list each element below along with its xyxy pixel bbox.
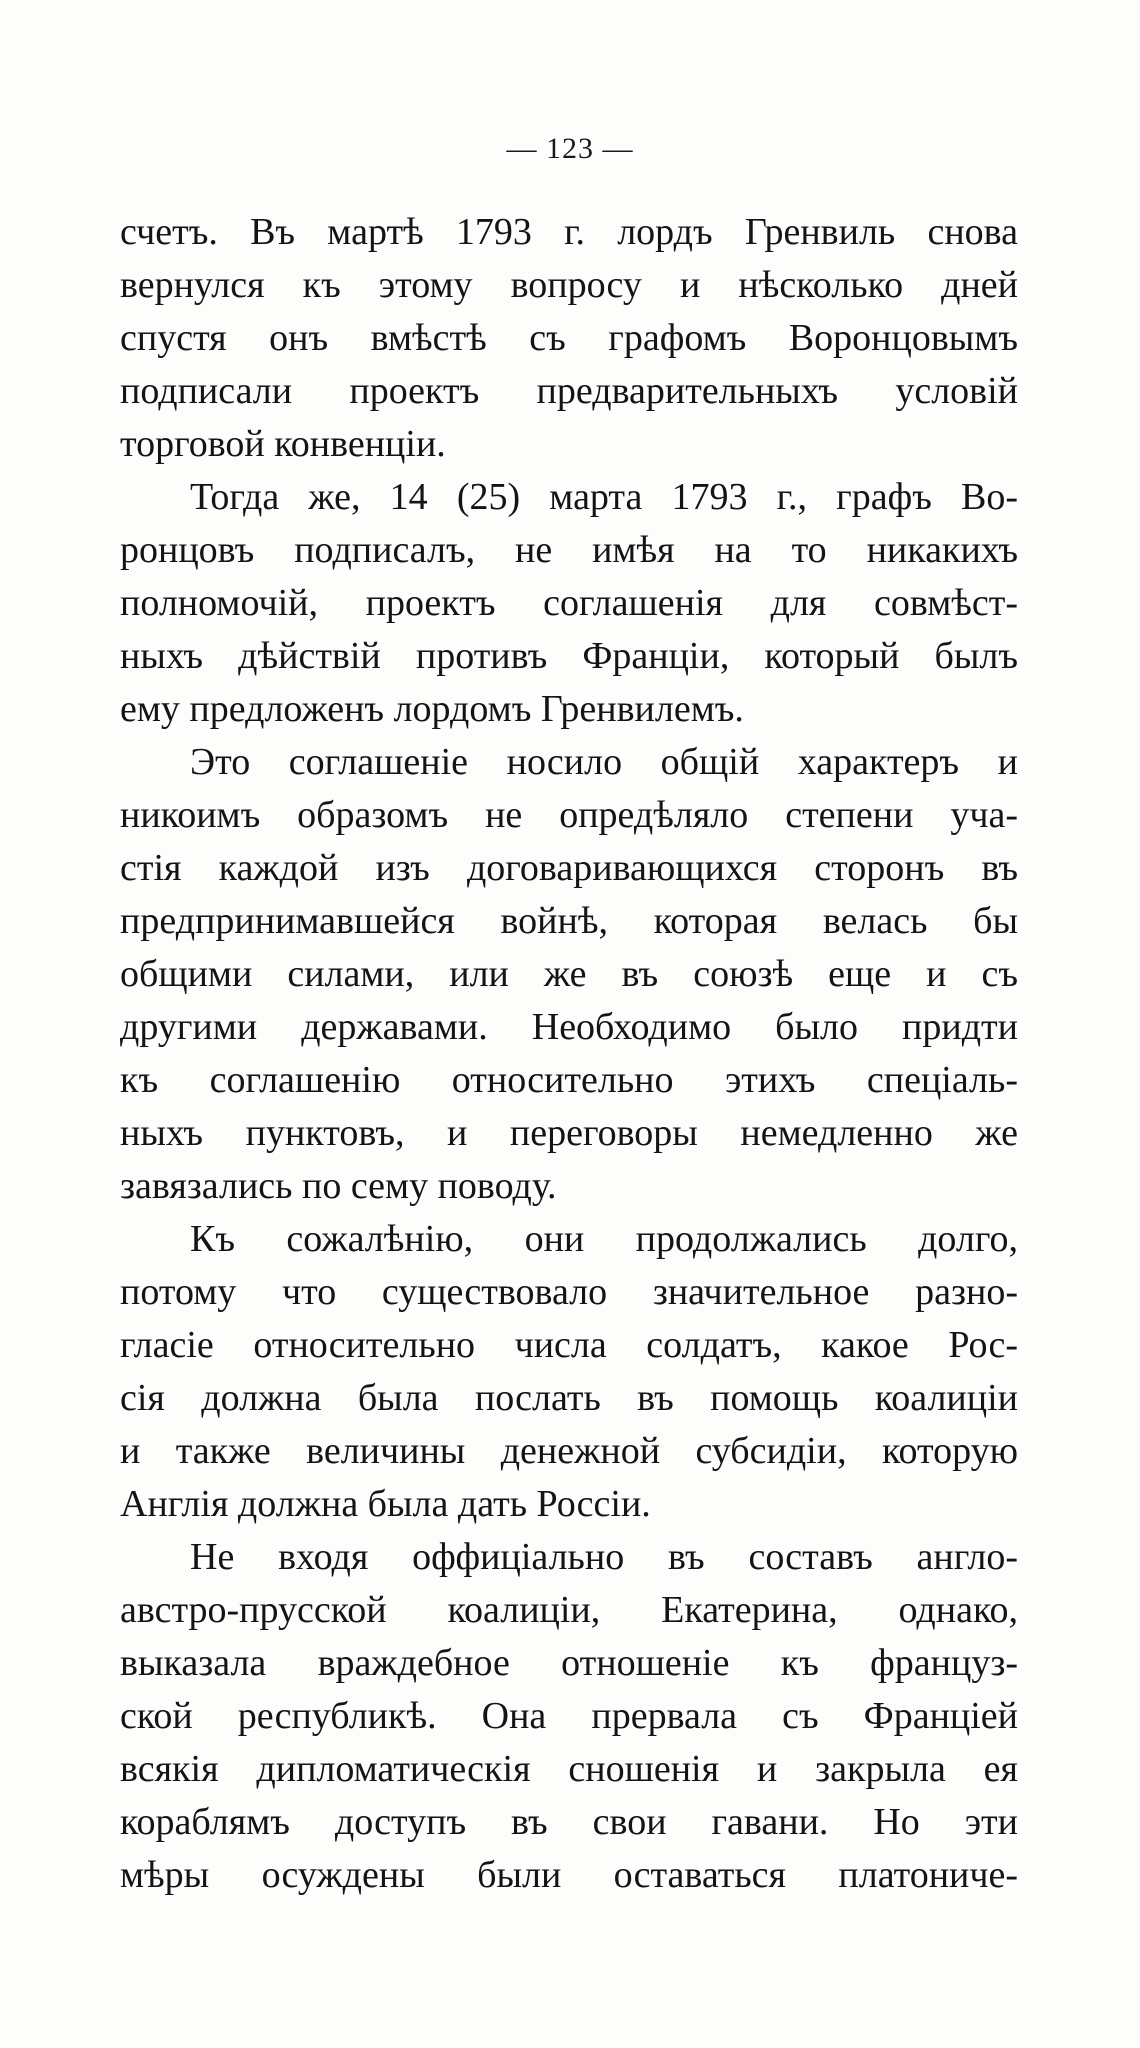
text-line: сія должна была послать въ помощь коалиціи (120, 1377, 1018, 1419)
text-line: Это соглашеніе носило общій характеръ и (190, 741, 1018, 783)
text-line: ему предложенъ лордомъ Гренвилемъ. (120, 688, 744, 730)
text-line: Къ сожалѣнію, они продолжались долго, (190, 1218, 1018, 1260)
text-line: завязались по сему поводу. (120, 1165, 557, 1207)
text-line: Не входя оффиціально въ составъ англо- (190, 1536, 1018, 1578)
text-line: торговой конвенціи. (120, 423, 446, 465)
text-line: вернулся къ этому вопросу и нѣсколько дней (120, 264, 1018, 306)
text-line: никоимъ образомъ не опредѣляло степени уча- (120, 794, 1018, 836)
paragraph-2 (120, 471, 1018, 736)
text-line: счетъ. Въ мартѣ 1793 г. лордъ Гренвиль снова (120, 211, 1018, 253)
text-line: другими державами. Необходимо было придти (120, 1006, 1018, 1048)
text-line: гласіе относительно числа солдатъ, какое Рос- (120, 1324, 1018, 1366)
text-line: ныхъ дѣйствій противъ Франціи, который былъ (120, 635, 1018, 677)
text-line: Англія должна была дать Россіи. (120, 1483, 651, 1525)
body-text (120, 206, 1018, 1902)
text-line: ныхъ пунктовъ, и переговоры немедленно же (120, 1112, 1018, 1154)
page-number: — 123 — (506, 132, 634, 165)
text-line: кораблямъ доступъ въ свои гавани. Но эти (120, 1801, 1018, 1843)
text-line: потому что существовало значительное разно- (120, 1271, 1018, 1313)
text-line: ской республикѣ. Она прервала съ Франціей (120, 1695, 1018, 1737)
text-line: подписали проектъ предварительныхъ условій (120, 370, 1018, 412)
text-line: къ соглашенію относительно этихъ спеціаль- (120, 1059, 1018, 1101)
text-line: общими силами, или же въ союзѣ еще и съ (120, 953, 1018, 995)
text-line: полномочій, проектъ соглашенія для совмѣст- (120, 582, 1018, 624)
paragraph-5 (120, 1531, 1018, 1902)
text-line: мѣры осуждены были оставаться платониче- (120, 1854, 1018, 1896)
text-line: предпринимавшейся войнѣ, которая велась бы (120, 900, 1018, 942)
text-line: выказала враждебное отношеніе къ француз- (120, 1642, 1018, 1684)
text-line: австро-прусской коалиціи, Екатерина, однако, (120, 1589, 1018, 1631)
text-line: стія каждой изъ договаривающихся сторонъ въ (120, 847, 1018, 889)
paragraph-4 (120, 1213, 1018, 1531)
paragraph-3 (120, 736, 1018, 1213)
text-line: ронцовъ подписалъ, не имѣя на то никакихъ (120, 529, 1018, 571)
text-line: всякія дипломатическія сношенія и закрыла ея (120, 1748, 1018, 1790)
paragraph-1 (120, 206, 1018, 471)
text-line: спустя онъ вмѣстѣ съ графомъ Воронцовымъ (120, 317, 1018, 359)
text-line: Тогда же, 14 (25) марта 1793 г., графъ Во- (190, 476, 1018, 518)
text-line: и также величины денежной субсидіи, которую (120, 1430, 1018, 1472)
